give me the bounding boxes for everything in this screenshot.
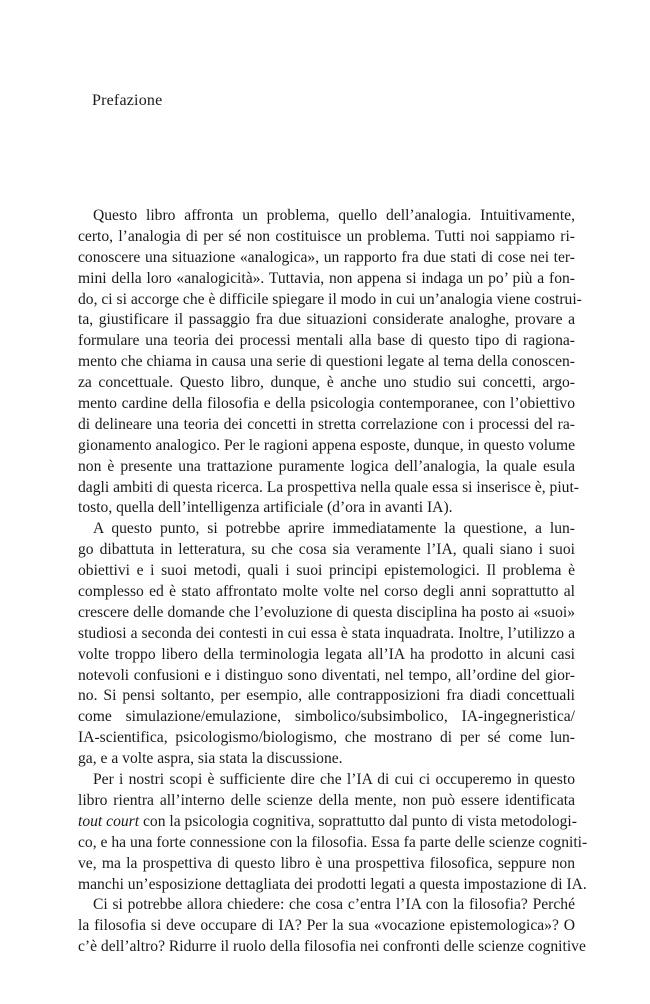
paragraph	[78, 206, 582, 519]
text-line: Per i nostri scopi è sufficiente dire che l’IA di cui ci occuperemo in questo	[93, 771, 575, 789]
text-line: c’è dell’altro? Ridurre il ruolo della filosofia nei confronti delle scienze cognitive	[78, 938, 586, 956]
text-line: complesso ed è stato affrontato molte volte nel corso degli anni soprattutto al	[78, 583, 575, 601]
text-line: crescere delle domande che l’evoluzione di questa disciplina ha posto ai «suoi»	[78, 603, 575, 621]
text-line: co, e ha una forte connessione con la filosofia. Essa fa parte delle scienze cogniti-	[78, 833, 588, 851]
text-line: volte troppo libero della terminologia legata all’IA ha prodotto in alcuni casi	[78, 645, 575, 663]
text-line: mento che chiama in causa una serie di questioni legate al tema della conoscen-	[78, 353, 575, 371]
text-line: tosto, quella dell’intelligenza artificiale (d’ora in avanti IA).	[78, 499, 453, 517]
text-line: go dibattuta in letteratura, su che cosa sia veramente l’IA, quali siano i suoi	[78, 541, 575, 559]
text-line: gionamento analogico. Per le ragioni appena esposte, dunque, in questo volume	[78, 436, 575, 454]
text-line: tout court con la psicologia cognitiva, soprattutto dal punto di vista metodologi-	[78, 812, 577, 830]
text-line: formulare una teoria dei processi mentali alla base di questo tipo di ragiona-	[78, 332, 575, 350]
text-line: ve, ma la prospettiva di questo libro è una prospettiva filosofica, seppure non	[78, 854, 575, 872]
text-line: come simulazione/emulazione, simbolico/subsimbolico, IA-ingegneristica/	[78, 708, 575, 726]
paragraph	[78, 770, 588, 895]
text-line: A questo punto, si potrebbe aprire immediatamente la questione, a lun-	[93, 520, 575, 538]
text-line: ga, e a volte aspra, sia stata la discussione.	[78, 750, 343, 768]
paragraph	[78, 895, 586, 958]
text-line: conoscere una situazione «analogica», un rapporto fra due stati di cose nei ter-	[78, 248, 575, 266]
text-line: notevoli confusioni e i distinguo sono diventati, nel tempo, all’ordine del gior-	[78, 666, 575, 684]
text-line: mini della loro «analogicità». Tuttavia, non appena si indaga un po’ più a fon-	[78, 269, 575, 287]
text-line: manchi un’esposizione dettagliata dei prodotti legati a questa impostazione di IA.	[78, 875, 587, 893]
text-line: no. Si pensi soltanto, per esempio, alle contrapposizioni fra diadi concettuali	[78, 687, 575, 705]
paragraph	[78, 519, 575, 770]
text-line: IA-scientifica, psicologismo/biologismo, che mostrano di per sé come lun-	[78, 729, 575, 747]
body-text	[78, 206, 588, 958]
text-line: obiettivi e i suoi metodi, quali i suoi principi epistemologici. Il problema è	[78, 562, 575, 580]
text-line: libro rientra all’interno delle scienze della mente, non può essere identificata	[78, 791, 575, 809]
text-line: ta, giustificare il passaggio fra due situazioni considerate analoghe, provare a	[78, 311, 575, 329]
text-line: Ci si potrebbe allora chiedere: che cosa c’entra l’IA con la filosofia? Perché	[93, 896, 575, 914]
text-line: non è presente una trattazione puramente logica dell’analogia, la quale esula	[78, 457, 575, 475]
text-line: dagli ambiti di questa ricerca. La prospettiva nella quale essa si inserisce è, piut-	[78, 478, 579, 496]
text-line: mento cardine della filosofia e della psicologia contemporanee, con l’obiettivo	[78, 395, 575, 413]
text-line: Questo libro affronta un problema, quello dell’analogia. Intuitivamente,	[93, 207, 575, 224]
text-line: za concettuale. Questo libro, dunque, è anche uno studio sui concetti, argo-	[78, 374, 575, 392]
italic-phrase: tout court	[78, 812, 140, 830]
text-line: la filosofia si deve occupare di IA? Per la sua «vocazione epistemologica»? O	[78, 917, 575, 935]
text-line: studiosi a seconda dei contesti in cui essa è stata inquadrata. Inoltre, l’utilizzo a	[78, 624, 575, 642]
text-line: do, ci si accorge che è difficile spiegare il modo in cui un’analogia viene costrui-	[78, 290, 582, 308]
text-line: certo, l’analogia di per sé non costituisce un problema. Tutti noi sappiamo ri-	[78, 227, 575, 245]
text-line: di delineare una teoria dei concetti in stretta correlazione con i processi del ra-	[78, 415, 575, 433]
page-title: Prefazione	[92, 92, 163, 109]
